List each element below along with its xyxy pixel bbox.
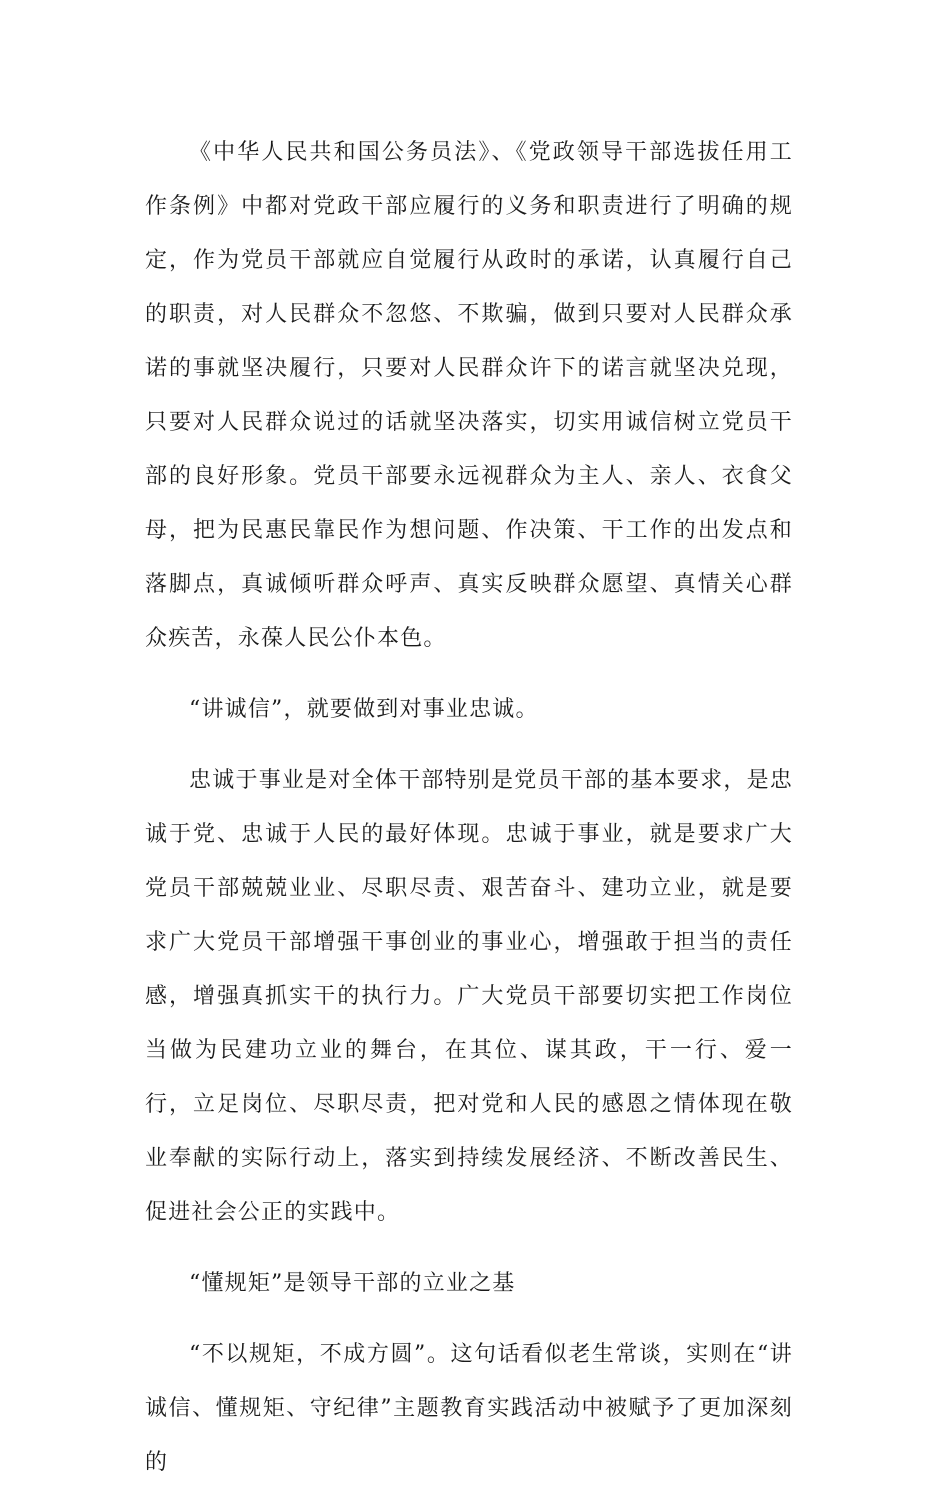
paragraph-loyalty-to-career: 忠诚于事业是对全体干部特别是党员干部的基本要求，是忠诚于党、忠诚于人民的最好体现。忠诚于事业，就是要求广大党员干部兢兢业业、尽职尽责、艰苦奋斗、建功立业，就是要求广大党员干部增强干事创业的事业心，增强敢于担当的责任感，增强真抓实干的执行力。广大党员干部要切实把工作岗位当做为民建功立业的舞台，在其位、谋其政，干一行、爱一行，立足岗位、尽职尽责，把对党和人民的感恩之情体现在敬业奉献的实际行动上，落实到持续发展经济、不断改善民生、促进社会公正的实践中。 (145, 768, 793, 1225)
paragraph-civil-servant-law: 《中华人民共和国公务员法》、《党政领导干部选拔任用工作条例》中都对党政干部应履行的义务和职责进行了明确的规定，作为党员干部就应自觉履行从政时的承诺，认真履行自己的职责，对人民群众不忽悠、不欺骗，做到只要对人民群众承诺的事就坚决履行，只要对人民群众许下的诺言就坚决兑现，只要对人民群众说过的话就坚决落实，切实用诚信树立党员干部的良好形象。党员干部要永远视群众为主人、亲人、衣食父母，把为民惠民靠民作为想问题、作决策、干工作的出发点和落脚点，真诚倾听群众呼声、真实反映群众愿望、真情关心群众疾苦，永葆人民公仆本色。 (145, 140, 793, 651)
paragraph-rules-intro: “不以规矩，不成方圆”。这句话看似老生常谈，实则在“讲诚信、懂规矩、守纪律”主题教育实践活动中被赋予了更加深刻的 (145, 1342, 793, 1475)
paragraph-rules-heading: “懂规矩”是领导干部的立业之基 (189, 1271, 516, 1296)
document-body (145, 126, 793, 1507)
paragraph-integrity-heading: “讲诚信”，就要做到对事业忠诚。 (189, 697, 539, 722)
